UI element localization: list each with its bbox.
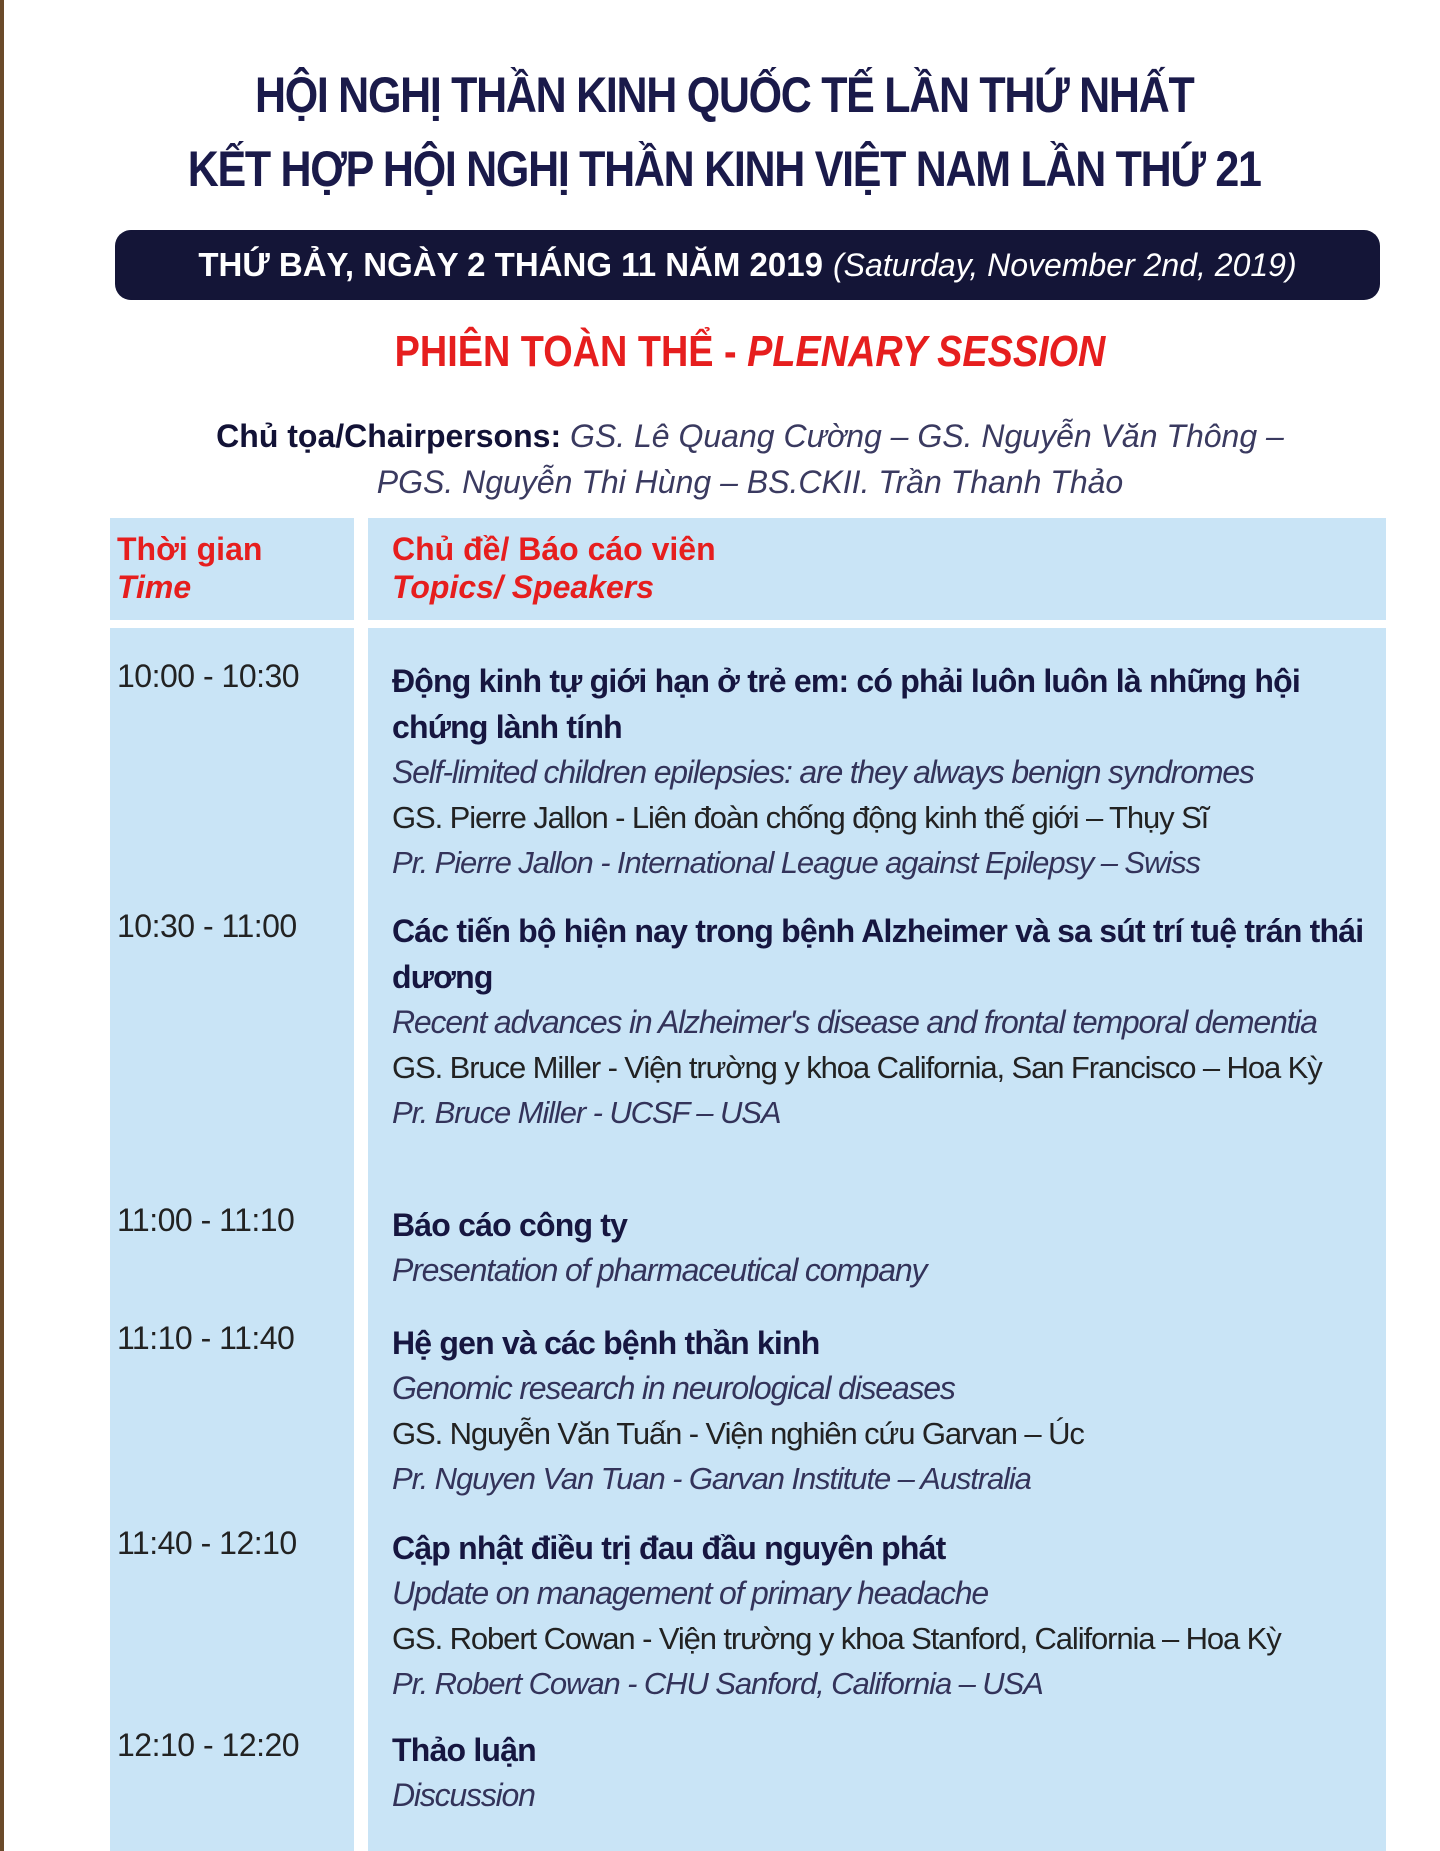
chairpersons <box>0 413 1440 505</box>
conference-title-line2: KẾT HỢP HỘI NGHỊ THẦN KINH VIỆT NAM LẦN THỨ 21 <box>187 141 1261 197</box>
row-topic <box>392 1320 1382 1501</box>
time-header-en: Time <box>117 569 192 605</box>
time-header <box>117 530 262 606</box>
chairpersons-line2: PGS. Nguyễn Thi Hùng – BS.CKII. Trần Thanh Thảo <box>376 464 1124 500</box>
row-title-vn: Báo cáo công ty <box>392 1207 628 1243</box>
row-topic <box>392 1727 1382 1818</box>
row-speaker-vn: GS. Robert Cowan - Viện trường y khoa Stanford, California – Hoa Kỳ <box>392 1621 1281 1656</box>
row-title-vn: Các tiến bộ hiện nay trong bệnh Alzheimer và sa sút trí tuệ trán thái dương <box>392 913 1364 995</box>
row-time: 11:40 - 12:10 <box>117 1525 297 1561</box>
row-title-en: Genomic research in neurological diseases <box>392 1370 955 1406</box>
chairpersons-label: Chủ tọa/Chairpersons: <box>216 418 562 454</box>
row-title-en: Presentation of pharmaceutical company <box>392 1252 927 1288</box>
topic-header-en: Topics/ Speakers <box>392 569 655 605</box>
row-topic <box>392 1202 1382 1293</box>
date-vn: THỨ BẢY, NGÀY 2 THÁNG 11 NĂM 2019 <box>198 246 823 283</box>
row-time: 10:00 - 10:30 <box>117 658 300 694</box>
row-title-vn: Động kinh tự giới hạn ở trẻ em: có phải luôn luôn là những hội chứng lành tính <box>392 663 1300 745</box>
topic-header-vn: Chủ đề/ Báo cáo viên <box>392 531 716 567</box>
row-topic <box>392 908 1382 1135</box>
row-title-vn: Thảo luận <box>392 1732 536 1768</box>
row-title-en: Recent advances in Alzheimer's disease and frontal temporal dementia <box>392 1004 1317 1040</box>
row-title-en: Update on management of primary headache <box>392 1575 988 1611</box>
time-column <box>110 628 354 1851</box>
row-time: 12:10 - 12:20 <box>117 1727 300 1763</box>
time-header-vn: Thời gian <box>117 531 263 567</box>
session-title <box>105 327 1395 377</box>
row-title-en: Discussion <box>392 1777 535 1813</box>
row-speaker-vn: GS. Nguyễn Văn Tuấn - Viện nghiên cứu Garvan – Úc <box>392 1416 1084 1451</box>
date-banner <box>115 230 1380 300</box>
date-en: (Saturday, November 2nd, 2019) <box>832 246 1297 283</box>
row-title-vn: Cập nhật điều trị đau đầu nguyên phát <box>392 1530 946 1566</box>
row-time: 11:10 - 11:40 <box>117 1320 295 1356</box>
topic-header <box>392 530 716 606</box>
row-speaker-en: Pr. Nguyen Van Tuan - Garvan Institute – Australia <box>392 1461 1031 1496</box>
row-time: 11:00 - 11:10 <box>117 1202 295 1238</box>
row-speaker-en: Pr. Pierre Jallon - International League against Epilepsy – Swiss <box>392 845 1200 880</box>
page-edge-rule <box>0 0 4 1851</box>
row-speaker-vn: GS. Pierre Jallon - Liên đoàn chống động kinh thế giới – Thụy Sĩ <box>392 800 1209 835</box>
session-title-vn: PHIÊN TOÀN THỂ - <box>394 327 748 376</box>
row-topic <box>392 1525 1382 1706</box>
row-time: 10:30 - 11:00 <box>117 908 297 944</box>
row-title-vn: Hệ gen và các bệnh thần kinh <box>392 1325 820 1361</box>
row-topic <box>392 658 1382 885</box>
conference-title-line1: HỘI NGHỊ THẦN KINH QUỐC TẾ LẦN THỨ NHẤT <box>254 67 1194 123</box>
session-title-en: PLENARY SESSION <box>747 327 1106 376</box>
row-speaker-vn: GS. Bruce Miller - Viện trường y khoa California, San Francisco – Hoa Kỳ <box>392 1050 1322 1085</box>
row-speaker-en: Pr. Bruce Miller - UCSF – USA <box>392 1095 781 1130</box>
row-title-en: Self-limited children epilepsies: are they always benign syndromes <box>392 754 1254 790</box>
row-speaker-en: Pr. Robert Cowan - CHU Sanford, California – USA <box>392 1666 1043 1701</box>
chairpersons-line1: GS. Lê Quang Cường – GS. Nguyễn Văn Thông – <box>569 418 1284 454</box>
